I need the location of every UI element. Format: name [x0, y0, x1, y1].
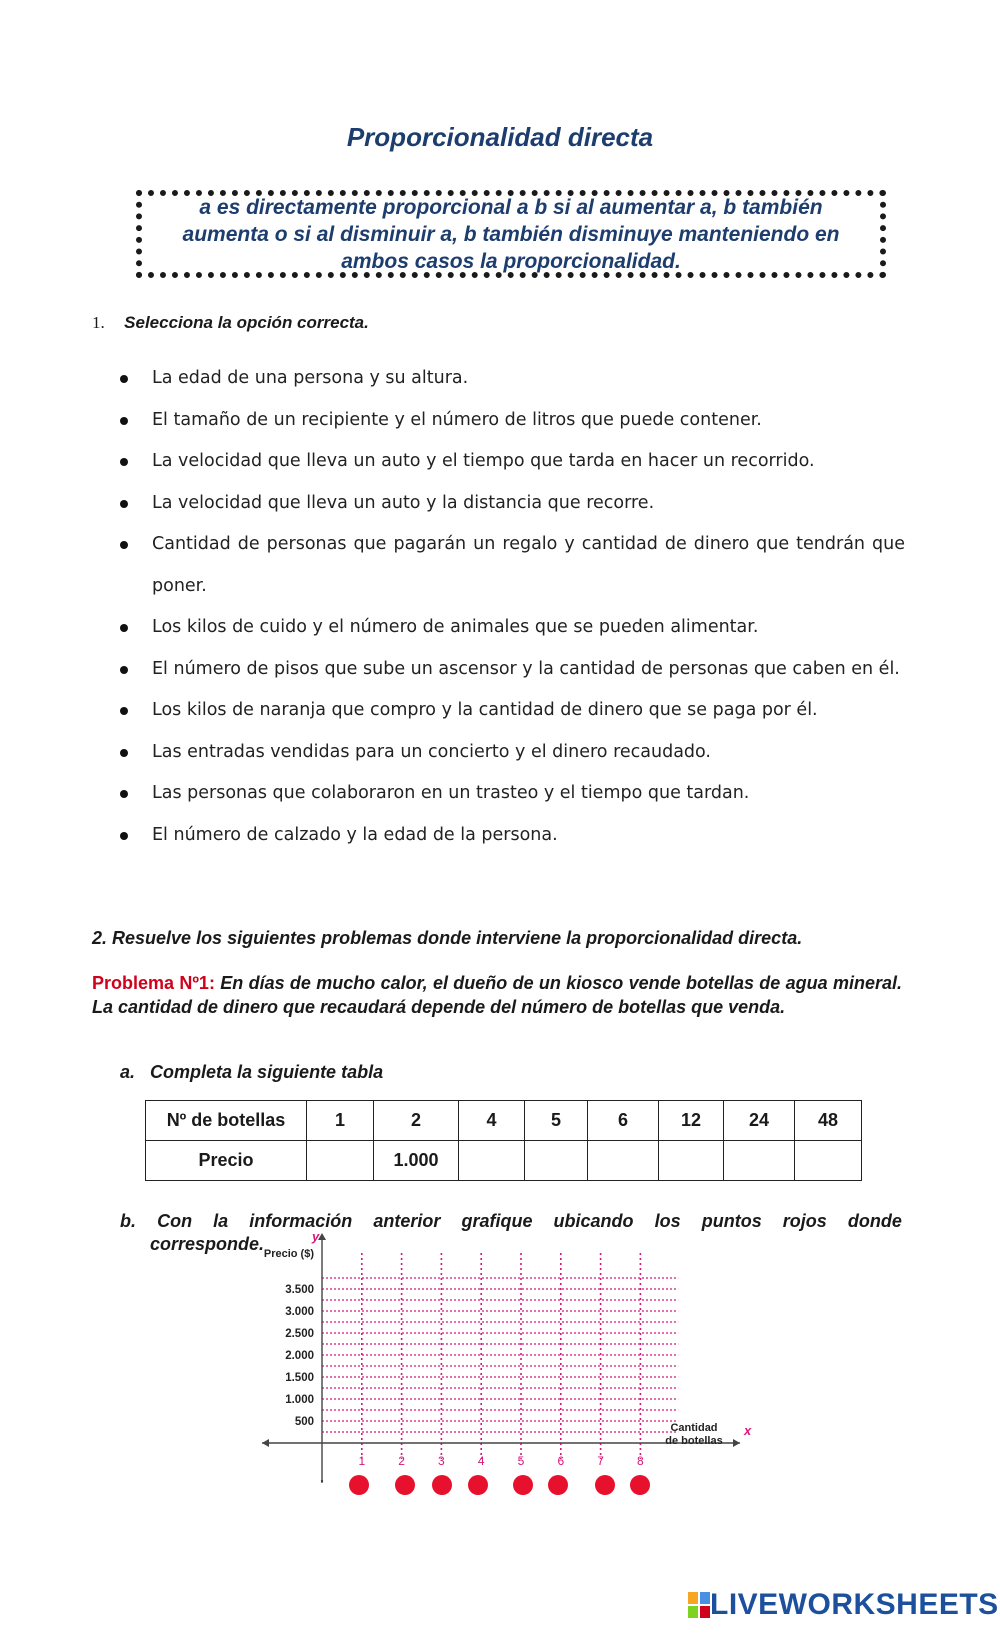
draggable-red-point[interactable]: [349, 1475, 369, 1495]
question-2-title: 2. Resuelve los siguientes problemas donde interviene la proporcionalidad directa.: [92, 928, 803, 948]
x-tick-label: 4: [477, 1454, 485, 1468]
x-axis-title: de botellas: [665, 1435, 723, 1447]
brand-name: LIVEWORKSHEETS: [710, 1588, 999, 1621]
option-item[interactable]: La velocidad que lleva un auto y el tiempo que tarda en hacer un recorrido.: [120, 441, 905, 483]
table-cell-bottles: 4: [459, 1101, 525, 1141]
x-tick-label: 5: [517, 1454, 525, 1468]
y-tick-label: 2.500: [285, 1328, 314, 1340]
table-cell-bottles: 1: [307, 1101, 374, 1141]
y-axis-letter: y: [312, 1229, 320, 1244]
y-tick-label: 1.000: [285, 1394, 314, 1406]
draggable-red-point[interactable]: [548, 1475, 568, 1495]
x-tick-label: 2: [398, 1454, 405, 1468]
part-b-word: anterior: [373, 1211, 441, 1231]
part-a-text: Completa la siguiente tabla: [150, 1062, 384, 1082]
problem-1-label: Problema Nº1:: [92, 973, 215, 993]
y-tick-label: 3.000: [285, 1306, 314, 1318]
draggable-red-point[interactable]: [395, 1475, 415, 1495]
axis-dot: [321, 1480, 323, 1482]
part-b-word: ubicando: [553, 1211, 634, 1231]
y-tick-label: 2.000: [285, 1350, 314, 1362]
draggable-red-point[interactable]: [595, 1475, 615, 1495]
problem-1-text: En días de mucho calor, el dueño de un kiosco vende botellas de agua mineral. La cantidad de dinero que recaudará depende del número de botellas que venda.: [92, 973, 902, 1017]
table-cell-bottles: 24: [724, 1101, 795, 1141]
part-b-word: rojos: [782, 1211, 827, 1231]
table-cell-bottles: 12: [659, 1101, 724, 1141]
draggable-red-point[interactable]: [432, 1475, 452, 1495]
x-tick-label: 6: [557, 1454, 565, 1468]
table-cell-bottles: 6: [588, 1101, 659, 1141]
question-1-number: 1.: [92, 313, 105, 332]
y-axis-title: Precio ($): [263, 1248, 314, 1260]
part-b-word: la: [213, 1211, 229, 1231]
part-b-key: b.: [120, 1211, 136, 1231]
draggable-red-point[interactable]: [468, 1475, 488, 1495]
table-cell-bottles: 2: [374, 1101, 459, 1141]
option-item[interactable]: Las entradas vendidas para un concierto y el dinero recaudado.: [120, 732, 905, 774]
x-axis-letter: x: [744, 1423, 752, 1438]
option-item[interactable]: La edad de una persona y su altura.: [120, 358, 905, 400]
part-b-word: grafique: [461, 1211, 533, 1231]
part-b-word: puntos: [701, 1211, 762, 1231]
y-tick-label: 3.500: [285, 1284, 314, 1296]
y-tick-label: 500: [294, 1416, 314, 1428]
draggable-red-point[interactable]: [513, 1475, 533, 1495]
y-tick-label: 1.500: [285, 1372, 314, 1384]
option-item[interactable]: Los kilos de cuido y el número de animales que se pueden alimentar.: [120, 607, 905, 649]
x-tick-label: 8: [637, 1454, 644, 1468]
x-tick-label: 7: [597, 1454, 604, 1468]
option-item[interactable]: La velocidad que lleva un auto y la distancia que recorre.: [120, 483, 905, 525]
table-cell-bottles: 5: [525, 1101, 588, 1141]
option-item[interactable]: El tamaño de un recipiente y el número de litros que puede contener.: [120, 400, 905, 442]
draggable-red-point[interactable]: [630, 1475, 650, 1495]
table-header-bottles: Nº de botellas: [146, 1101, 307, 1141]
table-cell-bottles: 48: [795, 1101, 862, 1141]
definition-text: a es directamente proporcional a b si al aumentar a, b también aumenta o si al disminuir a, b también disminuye manteniendo en ambos casos la proporcionalidad.: [182, 195, 840, 273]
part-b-word: los: [654, 1211, 681, 1231]
part-b-line2: corresponde.: [150, 1234, 265, 1254]
option-item[interactable]: Los kilos de naranja que compro y la cantidad de dinero que se paga por él.: [120, 690, 905, 732]
option-item[interactable]: Cantidad de personas que pagarán un regalo y cantidad de dinero que tendrán que poner.: [120, 524, 905, 607]
x-axis-title: Cantidad: [670, 1422, 718, 1434]
x-tick-label: 1: [358, 1454, 366, 1468]
brand-logo: [688, 1588, 999, 1622]
price-given-cell: 1.000: [374, 1141, 459, 1181]
part-b-word: Con: [157, 1211, 193, 1231]
option-item[interactable]: El número de pisos que sube un ascensor y la cantidad de personas que caben en él.: [120, 649, 905, 691]
part-b-word: información: [249, 1211, 353, 1231]
option-item[interactable]: Las personas que colaboraron en un trasteo y el tiempo que tardan.: [120, 773, 905, 815]
page-title: Proporcionalidad directa: [346, 122, 654, 152]
option-item[interactable]: El número de calzado y la edad de la persona.: [120, 815, 905, 857]
blocks-icon: [688, 1592, 710, 1618]
part-b-word: donde: [847, 1211, 902, 1231]
part-a-key: a.: [120, 1062, 136, 1082]
table-header-price: Precio: [146, 1141, 307, 1181]
question-1-title: Selecciona la opción correcta.: [124, 313, 369, 332]
x-tick-label: 3: [438, 1454, 445, 1468]
